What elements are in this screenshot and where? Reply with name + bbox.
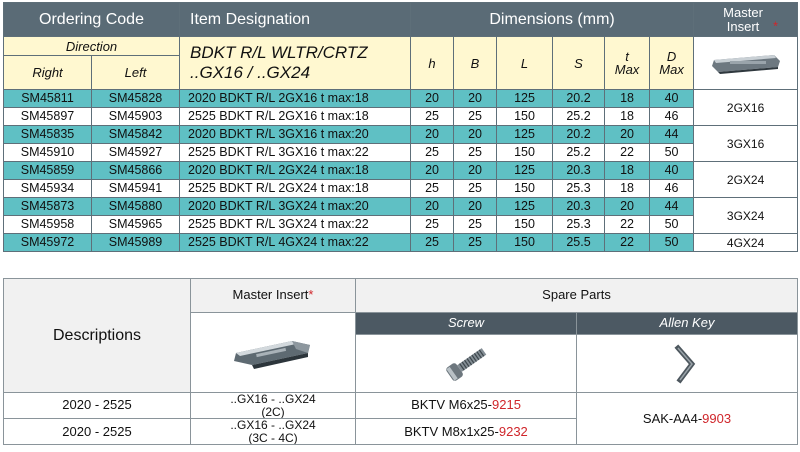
- ordering-code-header: Ordering Code: [4, 3, 180, 37]
- asterisk-mark: *: [308, 287, 314, 303]
- dim-s: 20.3: [553, 198, 605, 216]
- master-insert-value: 2GX24: [694, 162, 798, 198]
- dim-l: 150: [497, 144, 553, 162]
- designation: 2525 BDKT R/L 3GX16 t max:22: [180, 144, 411, 162]
- dim-s: 25.2: [553, 144, 605, 162]
- dim-l: 125: [497, 90, 553, 108]
- designation-subheader: [180, 37, 411, 90]
- master-insert-header-label: Master Insert: [723, 4, 763, 34]
- item-designation-header: Item Designation: [180, 3, 411, 37]
- dim-d: 44: [650, 126, 694, 144]
- master-insert-col-header: [191, 279, 356, 313]
- designation: 2020 BDKT R/L 3GX16 t max:20: [180, 126, 411, 144]
- insert-range-line-1: ..GX16 - ..GX24: [230, 418, 316, 433]
- screw-header: Screw: [356, 313, 577, 335]
- dim-l: 150: [497, 216, 553, 234]
- left-code: SM45989: [92, 234, 180, 252]
- dim-d: 50: [650, 144, 694, 162]
- dim-b: 20: [454, 198, 497, 216]
- left-code: SM45842: [92, 126, 180, 144]
- designation: 2525 BDKT R/L 3GX24 t max:22: [180, 216, 411, 234]
- master-insert-value: 3GX24: [694, 198, 798, 234]
- screw-code-number: 9232: [498, 423, 528, 439]
- screw-icon: [356, 342, 576, 386]
- left-code: SM45903: [92, 108, 180, 126]
- dim-t: 22: [605, 234, 650, 252]
- dim-h: 25: [411, 234, 454, 252]
- dim-d: 50: [650, 234, 694, 252]
- master-insert-value: 3GX16: [694, 126, 798, 162]
- dim-t: 22: [605, 144, 650, 162]
- master-insert-icon: [694, 52, 797, 74]
- right-code: SM45958: [4, 216, 92, 234]
- dim-s: 20.2: [553, 126, 605, 144]
- screw-code-number: 9215: [492, 397, 521, 413]
- left-code: SM45880: [92, 198, 180, 216]
- table-row: [4, 234, 798, 252]
- dim-t: 18: [605, 90, 650, 108]
- insert-range: [191, 419, 356, 445]
- master-insert-col-label: Master Insert: [232, 287, 309, 303]
- left-code: SM45927: [92, 144, 180, 162]
- dim-b: 20: [454, 90, 497, 108]
- right-code: SM45972: [4, 234, 92, 252]
- dim-s: 25.5: [553, 234, 605, 252]
- designation: 2020 BDKT R/L 3GX24 t max:20: [180, 198, 411, 216]
- screw-code: [356, 393, 577, 419]
- asterisk-mark: *: [773, 18, 779, 34]
- allen-key-code-prefix: SAK-AA4-: [642, 410, 703, 426]
- dim-b: 25: [454, 234, 497, 252]
- dim-t-max: Max: [614, 62, 640, 77]
- dim-t-label: t: [625, 49, 629, 64]
- right-code: SM45934: [4, 180, 92, 198]
- dim-b: 25: [454, 180, 497, 198]
- dim-d: 40: [650, 90, 694, 108]
- left-code: SM45941: [92, 180, 180, 198]
- spare-parts-header: Spare Parts: [356, 279, 798, 313]
- dim-b: 25: [454, 144, 497, 162]
- dim-d: 44: [650, 198, 694, 216]
- table-row: [4, 162, 798, 180]
- dim-h: 25: [411, 180, 454, 198]
- dim-b-header: B: [454, 37, 497, 90]
- dim-s: 20.2: [553, 90, 605, 108]
- table-row: [4, 90, 798, 108]
- designation: 2525 BDKT R/L 4GX24 t max:22: [180, 234, 411, 252]
- right-code: SM45835: [4, 126, 92, 144]
- master-insert-value: 4GX24: [694, 234, 798, 252]
- dim-t: 18: [605, 162, 650, 180]
- dim-s-header: S: [553, 37, 605, 90]
- direction-left-label: Left: [92, 56, 180, 90]
- dim-d: 50: [650, 216, 694, 234]
- designation: 2525 BDKT R/L 2GX24 t max:18: [180, 180, 411, 198]
- dim-l: 125: [497, 126, 553, 144]
- master-insert-icon: [191, 333, 355, 373]
- table-row: [4, 180, 798, 198]
- dim-t: 22: [605, 216, 650, 234]
- dim-t: 18: [605, 108, 650, 126]
- dim-l: 150: [497, 108, 553, 126]
- dim-s: 25.2: [553, 108, 605, 126]
- table-row: [4, 144, 798, 162]
- screw-image-cell: [356, 335, 577, 393]
- dim-h: 20: [411, 126, 454, 144]
- dim-l: 125: [497, 198, 553, 216]
- direction-right-label: Right: [4, 56, 92, 90]
- product-table: [3, 2, 798, 252]
- allen-key-code: [577, 393, 798, 445]
- dim-t: 20: [605, 198, 650, 216]
- left-code: SM45866: [92, 162, 180, 180]
- left-code: SM45828: [92, 90, 180, 108]
- descriptions-header: Descriptions: [4, 279, 191, 393]
- dim-h-header: h: [411, 37, 454, 90]
- master-insert-image-cell: [191, 313, 356, 393]
- dimensions-header: Dimensions (mm): [411, 3, 694, 37]
- dim-l: 150: [497, 234, 553, 252]
- insert-range-line-2: (2C): [261, 404, 285, 419]
- designation-line-2: ..GX16 / ..GX24: [190, 63, 311, 82]
- right-code: SM45910: [4, 144, 92, 162]
- dim-d: 46: [650, 180, 694, 198]
- master-insert-value: 2GX16: [694, 90, 798, 126]
- allen-key-header: Allen Key: [577, 313, 798, 335]
- allen-key-image-cell: [577, 335, 798, 393]
- dim-d-label: D: [666, 49, 677, 64]
- dim-l: 150: [497, 180, 553, 198]
- master-insert-image-cell: [694, 37, 798, 90]
- insert-range-line-1: ..GX16 - ..GX24: [230, 392, 316, 406]
- insert-range-line-2: (3C - 4C): [248, 430, 298, 445]
- dim-h: 20: [411, 198, 454, 216]
- dim-d-header: [650, 37, 694, 90]
- left-code: SM45965: [92, 216, 180, 234]
- dim-l-header: L: [497, 37, 553, 90]
- table-row: [4, 216, 798, 234]
- description-value: 2020 - 2525: [4, 393, 191, 419]
- dim-h: 25: [411, 108, 454, 126]
- dim-d: 46: [650, 108, 694, 126]
- spare-parts-table: [3, 278, 798, 445]
- dim-t: 18: [605, 180, 650, 198]
- dim-l: 125: [497, 162, 553, 180]
- dim-b: 25: [454, 108, 497, 126]
- screw-code-prefix: BKTV M6x25-: [411, 397, 492, 413]
- dim-h: 20: [411, 90, 454, 108]
- master-insert-header: [694, 3, 798, 37]
- dim-t: 20: [605, 126, 650, 144]
- table-row: [4, 126, 798, 144]
- allen-key-icon: [577, 342, 797, 386]
- screw-code-prefix: BKTV M8x1x25-: [404, 423, 499, 439]
- right-code: SM45859: [4, 162, 92, 180]
- description-value: 2020 - 2525: [4, 419, 191, 445]
- dim-d-max: Max: [659, 62, 684, 77]
- designation-line-1: BDKT R/L WLTR/CRTZ: [190, 43, 368, 63]
- dim-s: 20.3: [553, 162, 605, 180]
- dim-h: 25: [411, 216, 454, 234]
- screw-code: [356, 419, 577, 445]
- dim-b: 25: [454, 216, 497, 234]
- dim-b: 20: [454, 162, 497, 180]
- direction-label: Direction: [4, 37, 180, 56]
- designation: 2525 BDKT R/L 2GX16 t max:18: [180, 108, 411, 126]
- right-code: SM45811: [4, 90, 92, 108]
- designation: 2020 BDKT R/L 2GX16 t max:18: [180, 90, 411, 108]
- insert-range: [191, 393, 356, 419]
- table-row: [4, 198, 798, 216]
- dim-d: 40: [650, 162, 694, 180]
- dim-s: 25.3: [553, 216, 605, 234]
- table-row: [4, 108, 798, 126]
- designation: 2020 BDKT R/L 2GX24 t max:18: [180, 162, 411, 180]
- dim-h: 25: [411, 144, 454, 162]
- right-code: SM45873: [4, 198, 92, 216]
- dim-b: 20: [454, 126, 497, 144]
- allen-key-code-number: 9903: [702, 410, 732, 426]
- dim-h: 20: [411, 162, 454, 180]
- right-code: SM45897: [4, 108, 92, 126]
- dim-s: 25.3: [553, 180, 605, 198]
- dim-t-header: [605, 37, 650, 90]
